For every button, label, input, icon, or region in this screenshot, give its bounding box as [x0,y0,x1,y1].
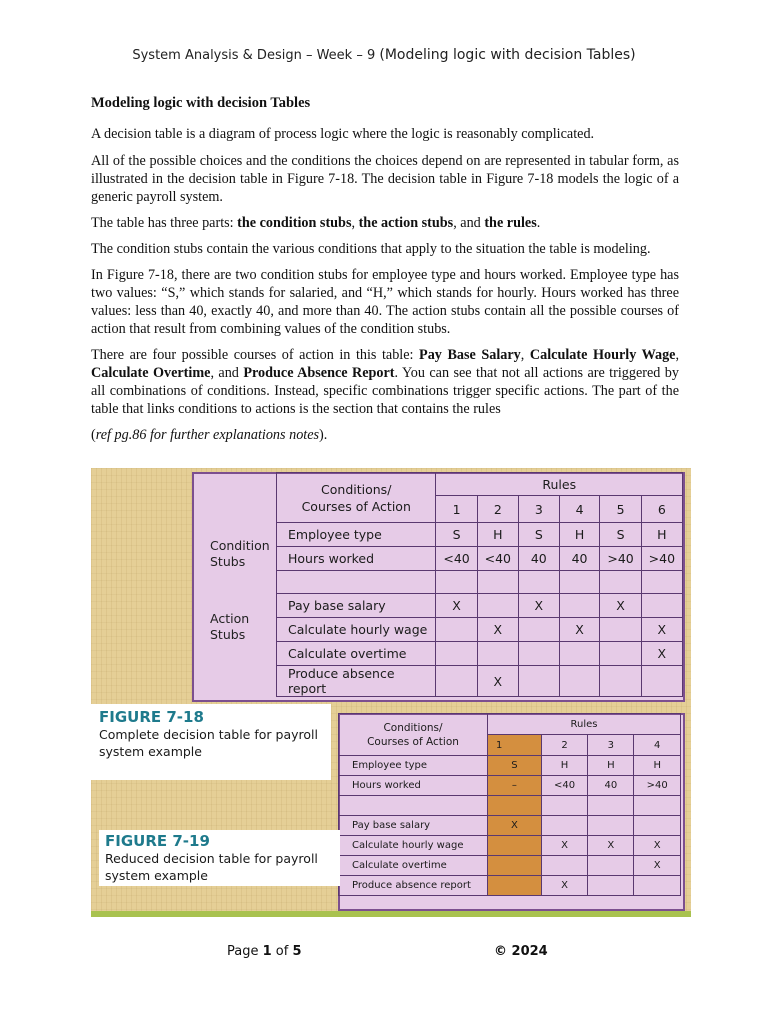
spacer-cell [559,571,600,594]
rule-cell [588,856,634,876]
table-row [277,666,683,697]
row-label: Calculate hourly wage [277,618,436,642]
rule-cell [518,618,559,642]
condition-stubs-label [210,538,270,570]
rule-cell: >40 [641,547,682,571]
rule-cell: X [588,836,634,856]
rule-cell [600,666,641,697]
rule-cell: X [600,594,641,618]
current-page: 1 [262,944,272,959]
rule-cell [477,594,518,618]
spacer-cell [339,796,488,816]
text-run: ). [319,427,328,443]
rule-number: 1 [488,735,542,756]
row-label: Hours worked [277,547,436,571]
running-header [0,47,768,63]
page-number [227,944,302,959]
figure-7-19-panel [338,713,685,911]
rule-cell: H [641,523,682,547]
rule-cell [436,642,477,666]
rules-header: Rules [488,714,681,735]
rule-cell: X [477,666,518,697]
rule-cell: <40 [541,776,588,796]
rule-cell: X [477,618,518,642]
action-stubs-label [210,611,249,643]
bold-term: Produce Absence Report [243,365,395,381]
text-run: . You can see that not all actions are triggered by all combinations of conditions. Instead, specific combinations trigger specific actions. The part of the table that links conditions to actions is the section that contains the rules [91,365,679,417]
table-row [339,776,681,796]
document-body [91,94,679,452]
figure-caption-text: Complete decision table for payroll system example [99,727,318,759]
spacer-row [277,571,683,594]
rule-cell [634,816,681,836]
row-label: Calculate overtime [339,856,488,876]
spacer-cell [488,796,542,816]
spacer-cell [477,571,518,594]
rule-cell: X [559,618,600,642]
rule-cell: H [634,756,681,776]
spacer-row [339,796,681,816]
spacer-cell [541,796,588,816]
text-run: The table has three parts: [91,215,238,231]
table-row [339,816,681,836]
spacer-cell [518,571,559,594]
rule-number: 5 [600,496,641,523]
rule-number: 3 [518,496,559,523]
text-run: of [271,944,293,959]
figure-7-19-caption [99,830,340,886]
text-run: , and [210,365,244,381]
rule-number: 6 [641,496,682,523]
rule-cell [541,816,588,836]
rule-cell [541,856,588,876]
row-label: Produce absence report [277,666,436,697]
bold-term: Calculate Overtime [91,365,211,381]
italic-reference: ref pg.86 for further explanations notes [95,427,320,443]
spacer-cell [588,796,634,816]
figure-number: FIGURE 7-18 [99,708,204,726]
row-label: Calculate overtime [277,642,436,666]
text-run: There are four possible courses of action in this table: [91,347,420,363]
figure-7-18-caption [99,708,319,760]
table-row [277,547,683,571]
rule-number: 2 [477,496,518,523]
rule-cell [588,876,634,896]
reduced-decision-table [338,713,681,896]
table-row [277,642,683,666]
row-label: Employee type [277,523,436,547]
rule-cell: S [488,756,542,776]
rule-cell: X [641,618,682,642]
rule-number: 2 [541,735,588,756]
text-run: ( [91,427,96,443]
rule-cell: X [436,594,477,618]
rule-cell [518,666,559,697]
row-label: Employee type [339,756,488,776]
rule-cell [436,666,477,697]
text-run: , [520,347,530,363]
rule-cell: S [518,523,559,547]
figure-7-18-panel [192,472,685,702]
rule-cell: <40 [477,547,518,571]
rule-cell: X [541,836,588,856]
rule-cell: 40 [588,776,634,796]
paragraph-parts [91,214,679,232]
table-row [339,756,681,776]
header-course: System Analysis & Design – Week – 9 [132,48,380,63]
section-heading: Modeling logic with decision Tables [91,95,311,111]
rule-cell [488,836,542,856]
rule-cell: H [477,523,518,547]
rule-cell [600,618,641,642]
rule-cell: X [488,816,542,836]
copyright: © 2024 [494,944,548,959]
rule-cell: X [634,836,681,856]
spacer-cell [277,571,436,594]
rule-cell: 40 [559,547,600,571]
rule-cell: H [588,756,634,776]
paragraph-actions [91,346,679,418]
row-label: Calculate hourly wage [339,836,488,856]
rule-cell: S [600,523,641,547]
rule-cell: X [541,876,588,896]
paragraph-choices: All of the possible choices and the conditions the choices depend on are represented in tabular form, as illustrated in the decision table in Figure 7-18. The decision table in Figure 7-18 models the logic of a generic payroll system. [91,153,679,205]
rule-cell [436,618,477,642]
table-row [277,618,683,642]
spacer-cell [641,571,682,594]
action-stubs-text: Action Stubs [210,611,250,642]
table-header-row [277,473,683,496]
header-topic: (Modeling logic with decision Tables) [379,47,636,63]
row-label: Produce absence report [339,876,488,896]
rule-cell [641,594,682,618]
rule-number: 1 [436,496,477,523]
row-label: Pay base salary [339,816,488,836]
rule-cell [641,666,682,697]
rule-number: 4 [559,496,600,523]
rules-header: Rules [436,473,683,496]
table-row [339,856,681,876]
rule-cell [477,642,518,666]
bold-term: the rules [484,215,537,231]
paragraph-reference [91,426,679,444]
rule-cell [634,876,681,896]
figure-number: FIGURE 7-19 [105,832,210,850]
table-row [339,876,681,896]
rule-number: 3 [588,735,634,756]
rule-cell: H [541,756,588,776]
conditions-header: Conditions/ Courses of Action [339,714,488,756]
rule-cell [488,876,542,896]
rule-cell [559,642,600,666]
table-row [339,836,681,856]
rule-cell [600,642,641,666]
complete-decision-table [276,472,683,697]
bold-term: Pay Base Salary [419,347,521,363]
total-pages: 5 [292,944,302,959]
spacer-cell [436,571,477,594]
rule-cell [588,816,634,836]
row-label: Pay base salary [277,594,436,618]
text-run: , [675,347,680,363]
rule-cell: – [488,776,542,796]
rule-cell: H [559,523,600,547]
paragraph-figure-explanation: In Figure 7-18, there are two condition stubs for employee type and hours worked. Employee type has two values: “S,” which stands for salaried, and “H,” which stands for hourly. Hours worked has three values: less than 40, exactly 40, and more than 40. The action stubs contain all the possible courses of action that result from combining values of the condition stubs. [91,267,679,337]
table-row [277,523,683,547]
table-header-row [339,714,681,735]
bold-term: the condition stubs [237,215,352,231]
text-run: Page [227,944,263,959]
rule-cell [488,856,542,876]
rule-cell: <40 [436,547,477,571]
conditions-header: Conditions/ Courses of Action [277,473,436,523]
rule-cell: 40 [518,547,559,571]
bold-term: Calculate Hourly Wage [529,347,676,363]
rule-cell [518,642,559,666]
text-run: . [536,215,541,231]
table-row [277,594,683,618]
condition-stubs-text: Condition Stubs [210,538,270,569]
spacer-cell [634,796,681,816]
paragraph-definition: A decision table is a diagram of process logic where the logic is reasonably complicated. [91,126,595,142]
paragraph-condition-stubs: The condition stubs contain the various conditions that apply to the situation the table is modeling. [91,241,651,257]
bold-term: the action stubs [358,215,454,231]
rule-number: 4 [634,735,681,756]
rule-cell: X [634,856,681,876]
text-run: , [351,215,359,231]
rule-cell: X [518,594,559,618]
rule-cell: X [641,642,682,666]
rule-cell: >40 [634,776,681,796]
figure-border-strip [91,911,691,917]
rule-cell: >40 [600,547,641,571]
rule-cell [559,666,600,697]
spacer-cell [600,571,641,594]
text-run: , and [453,215,485,231]
row-label: Hours worked [339,776,488,796]
decision-table-figure [91,468,691,917]
rule-cell: S [436,523,477,547]
figure-caption-text: Reduced decision table for payroll system example [105,851,318,883]
rule-cell [559,594,600,618]
